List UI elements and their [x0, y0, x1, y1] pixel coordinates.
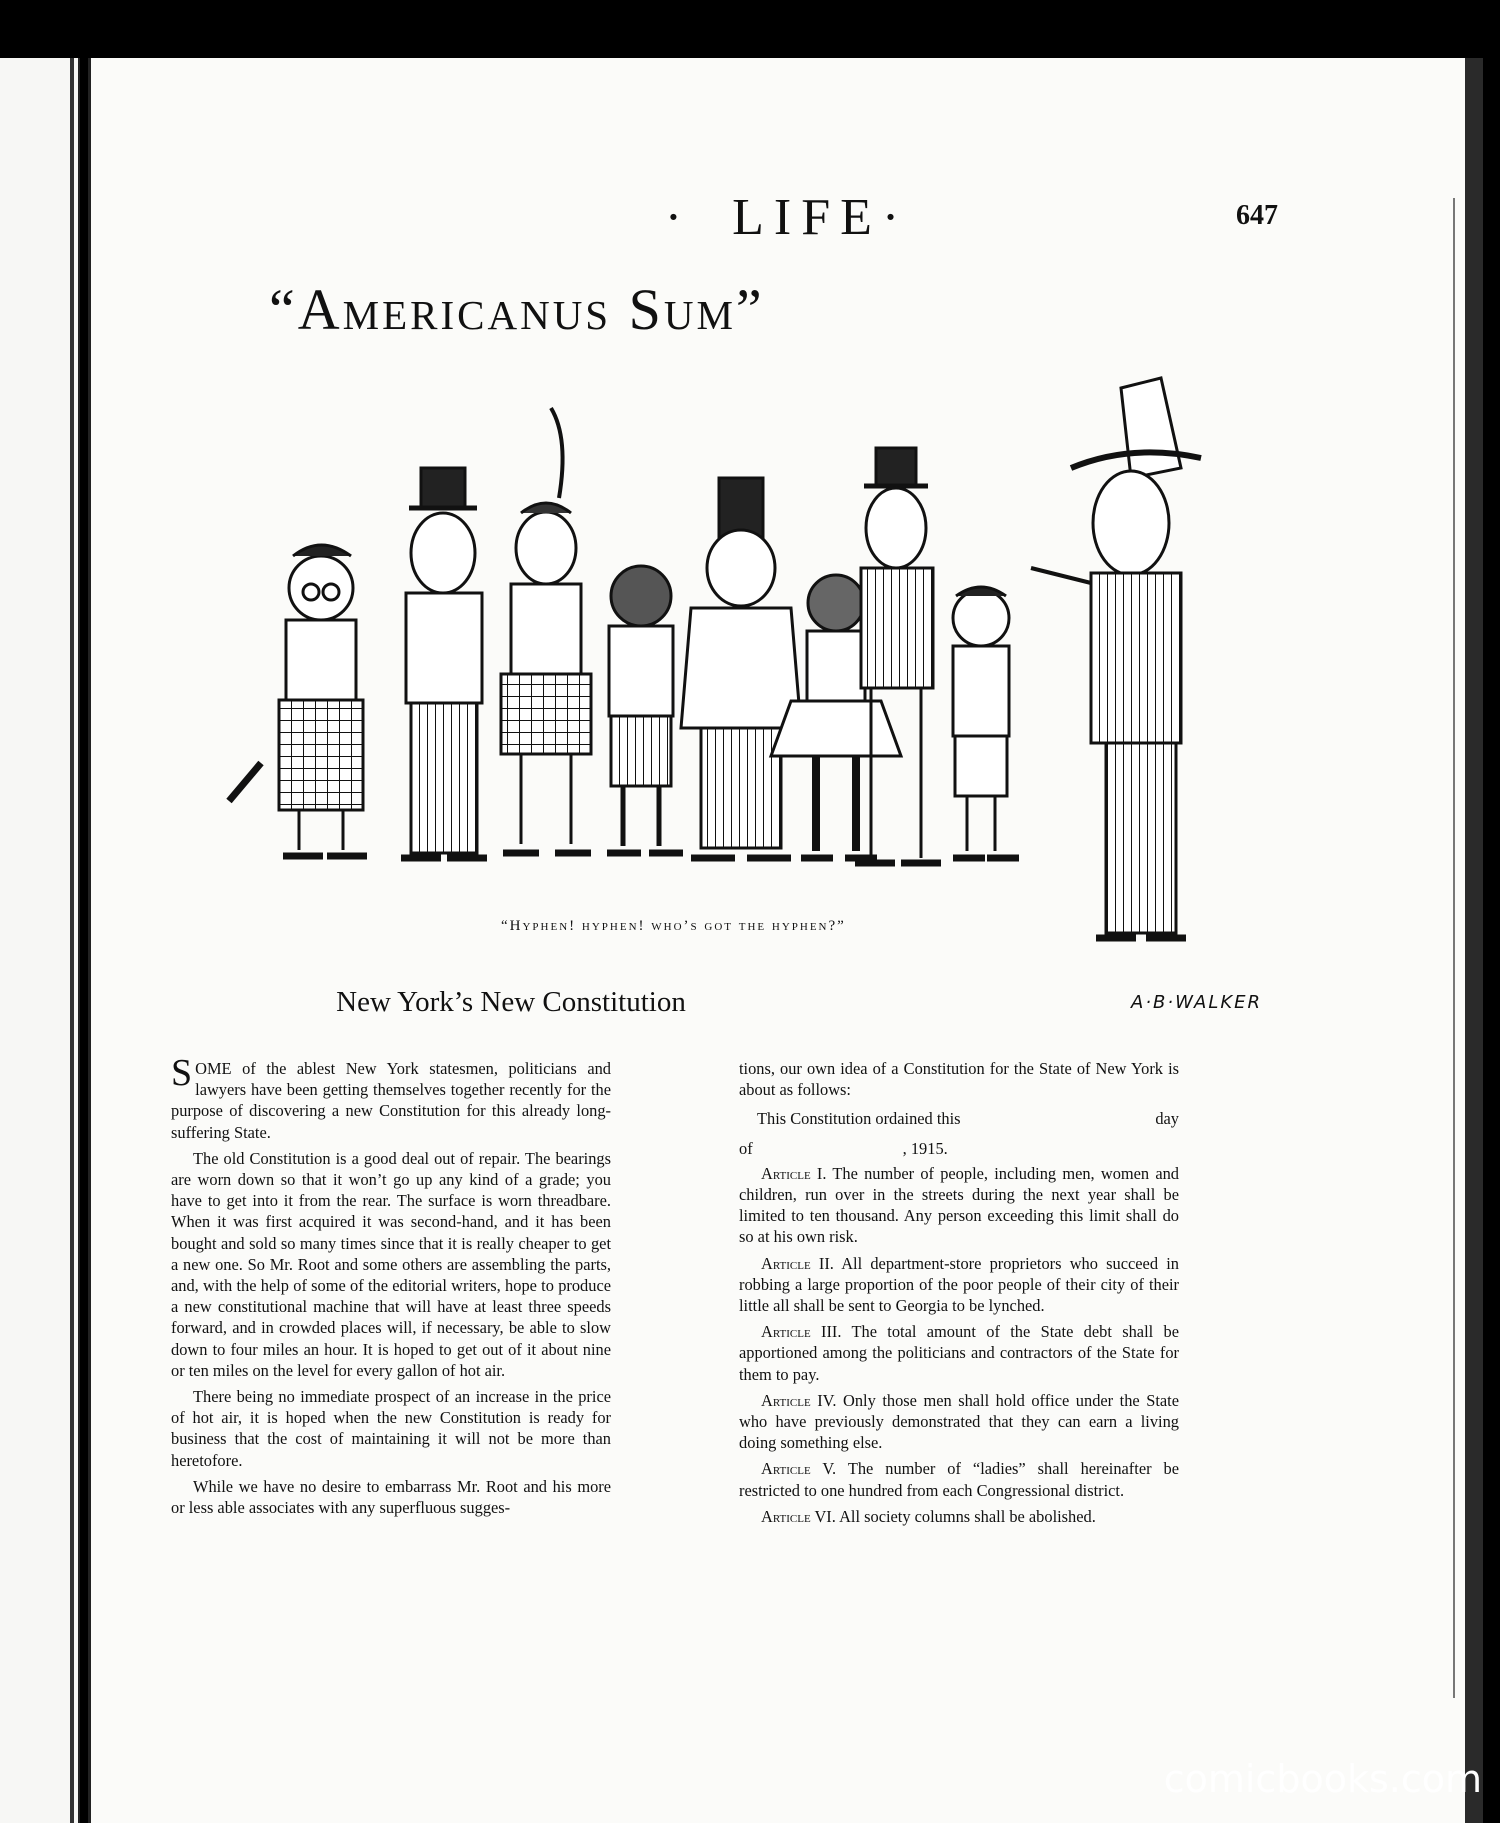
clause-text: All department-store proprietors who succeed in robbing a large proportion of the poor people of their city of their little all shall be sent to Georgia to be lynched.: [739, 1253, 1179, 1316]
article-left-column: [171, 1052, 611, 1523]
clause-label: Article III.: [761, 1322, 842, 1342]
paragraph: There being no immediate prospect of an increase in the price of hot air, it is hoped when the new Constitution is ready for business that the cost of maintaining it will not be more than heretofore.: [171, 1387, 611, 1470]
article-right-column: [739, 1058, 1179, 1532]
clause-label: Article VI.: [761, 1506, 836, 1526]
cartoon-figure-uncle-sam: [1031, 378, 1201, 938]
article-clause: [739, 1458, 1179, 1500]
cartoon-figure-1: [229, 545, 367, 856]
page-number: 647: [1236, 200, 1278, 231]
cartoon-figure-5: [681, 478, 801, 858]
article-clause: [739, 1163, 1179, 1248]
clause-label: Article V.: [761, 1459, 837, 1479]
ordained-of: of: [739, 1138, 753, 1158]
paragraph: tions, our own idea of a Constitution for the State of New York is about as follows:: [739, 1059, 1179, 1100]
cartoon-figure-3: [501, 408, 591, 853]
clause-label: Article II.: [761, 1253, 834, 1273]
clause-label: Article IV.: [761, 1390, 837, 1410]
cartoon-caption: “Hyphen! hyphen! who’s got the hyphen?”: [501, 918, 846, 934]
paragraph: While we have no desire to embarrass Mr. Root and his more or less able associates with any superfluous sugges-: [171, 1476, 611, 1518]
masthead: · LIFE·: [664, 189, 910, 246]
clause-text: The number of people, including men, women and children, run over in the streets during the next year shall be limited to ten thousand. Any person exceeding this limit shall do so at his own risk.: [739, 1163, 1179, 1247]
clause-text: The number of “ladies” shall hereinafter be restricted to one hundred from each Congressional district.: [739, 1459, 1179, 1500]
site-watermark: comicbooks.com: [1163, 1757, 1482, 1801]
cartoon-figure-8: [953, 587, 1019, 858]
ordained-day: day: [1155, 1109, 1179, 1129]
cartoon-figure-2: [401, 468, 487, 858]
cartoon-figure-4: [607, 566, 683, 853]
masthead-text: LIFE: [732, 189, 882, 246]
article-clause: [739, 1321, 1179, 1385]
ordained-line: [739, 1138, 1179, 1159]
paragraph: SOME of the ablest New York statesmen, politicians and lawyers have been getting themselves together recently for the purpose of discovering a new Constitution for this already long-suffering State.: [171, 1052, 611, 1142]
article-clause: [739, 1506, 1179, 1527]
cartoon-title: “Americanus Sum”: [269, 277, 765, 342]
cartoon-illustration: [171, 348, 1351, 1068]
previous-page-edge: [0, 58, 80, 1823]
artist-signature: A·B·WALKER: [1131, 992, 1263, 1013]
article-clause: [739, 1253, 1179, 1317]
ordained-year: , 1915.: [902, 1138, 948, 1158]
clause-label: Article I.: [761, 1163, 827, 1183]
article-title: New York’s New Constitution: [336, 986, 686, 1018]
ordained-line: [757, 1108, 1179, 1129]
paragraph: The old Constitution is a good deal out of repair. The bearings are worn down so that it won’t go up any kind of a grade; you have to get into it from the rear. The surface is worn threadbare. When it was first acquired it was second-hand, and it has been bought and sold so many times since that it is really cheaper to get a new one. So Mr. Root and some others are assembling the parts, and, with the help of some of the editorial writers, hope to produce a new constitutional machine that will have at least three speeds forward, and in crowded places will, if necessary, be able to slow down to four miles an hour. It is hoped to get out of it about nine or ten miles on the level for every gallon of hot air.: [171, 1148, 611, 1380]
clause-text: All society columns shall be abolished.: [839, 1506, 1096, 1526]
clause-text: The total amount of the State debt shall be apportioned among the politicians and contractors of the State for them to pay.: [739, 1322, 1179, 1384]
cartoon-figure-7: [855, 448, 941, 863]
magazine-page: [88, 58, 1483, 1823]
ordained-text: This Constitution ordained this: [757, 1109, 961, 1129]
article-clause: [739, 1390, 1179, 1454]
clause-text: Only those men shall hold office under the State who have previously demonstrated that they can earn a living doing something else.: [739, 1390, 1179, 1453]
